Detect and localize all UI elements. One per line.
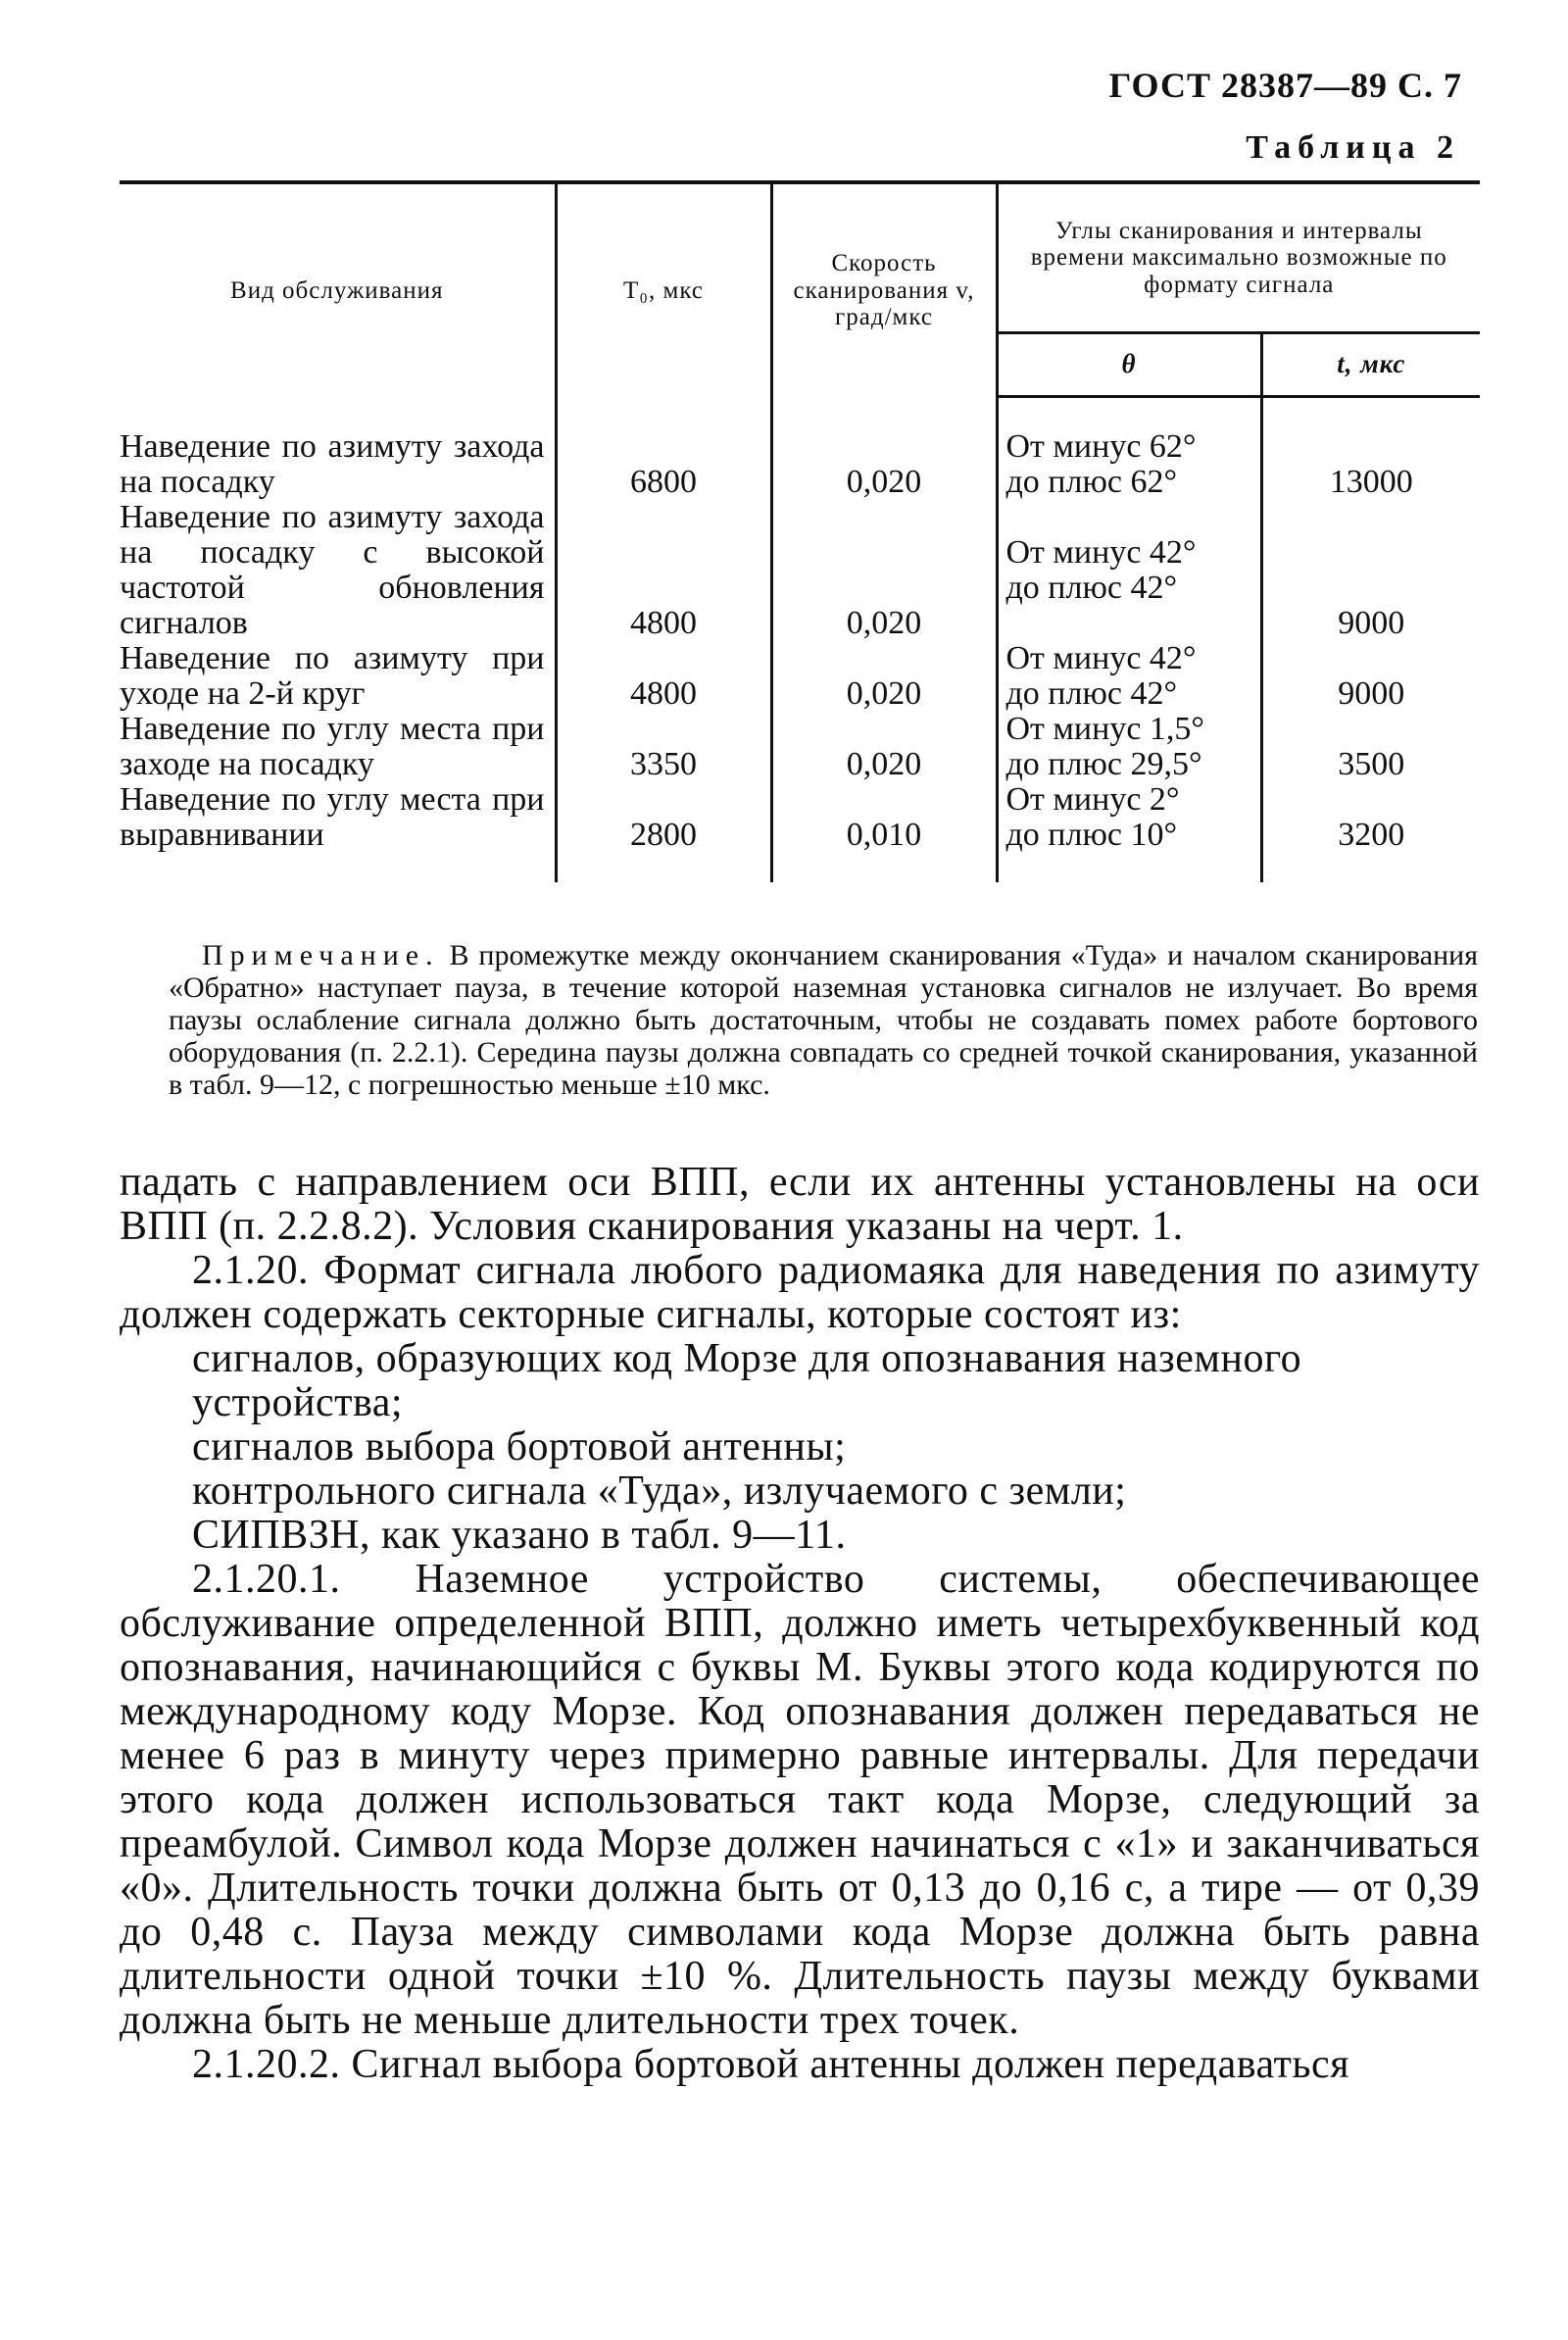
col-header-scan-group: Углы сканирования и интервалы времени максимально возможные по формату сигнала [997,182,1480,333]
note-paragraph [169,939,1478,1101]
scanning-table [120,180,1480,882]
table-row [120,397,1480,501]
cell-t0: 3350 [556,712,771,782]
table-row [120,712,1480,782]
cell-t: 9000 [1338,605,1405,641]
theta-to: до плюс 10° [1005,817,1178,853]
cell-service: Наведение по азимуту захода на посадку [120,397,556,501]
theta-to: до плюс 62° [1005,464,1178,500]
cell-speed: 0,010 [771,782,997,882]
table-label: Таблица 2 [1246,129,1460,166]
table-row [120,641,1480,712]
theta-to: до плюс 42° [1005,570,1178,606]
running-title: ГОСТ 28387—89 С. 7 [1108,66,1462,105]
paragraph-continuation: падать с направлением оси ВПП, если их антенны установлены на оси ВПП (п. 2.2.8.2). Условия сканирования указаны на черт. 1. [120,1160,1480,1249]
col-header-theta: θ [997,333,1261,397]
cell-speed: 0,020 [771,500,997,641]
table-note [169,939,1478,1101]
cell-service: Наведение по углу места при заходе на посадку [120,712,556,782]
theta-from: От минус 42° [1005,534,1197,571]
theta-to: до плюс 42° [1005,675,1178,712]
cell-theta [997,641,1261,712]
cell-service: Наведение по азимуту при уходе на 2-й круг [120,641,556,712]
paragraph-2-1-20: 2.1.20. Формат сигнала любого радиомаяка для наведения по азимуту должен содержать секторные сигналы, которые состоят из: [120,1248,1480,1337]
table-row [120,782,1480,882]
list-item: сигналов, образующих код Морзе для опознавания наземного устройства; [192,1336,1302,1425]
cell-theta [997,397,1261,501]
paragraph-2-1-20-1: 2.1.20.1. Наземное устройство системы, обеспечивающее обслуживание определенной ВПП, должно иметь четырехбуквенный код опознавания, начинающийся с буквы М. Буквы этого кода кодируются по международному коду Морзе. Код опознавания должен передаваться не менее 6 раз в минуту через примерно равные интервалы. Для передачи этого кода должен использоваться такт кода Морзе, следующий за преамбулой. Символ кода Морзе должен начинаться с «1» и заканчиваться «0». Длительность точки должна быть от 0,13 до 0,16 с, а тире — от 0,39 до 0,48 с. Пауза между символами кода Морзе должна быть равна длительности одной точки ±10 %. Длительность паузы между буквами должна быть не меньше длительности трех точек. [120,1557,1480,2043]
cell-t0: 2800 [556,782,771,882]
cell-service: Наведение по углу места при выравнивании [120,782,556,882]
theta-from: От минус 62° [1005,428,1197,465]
cell-t: 13000 [1329,464,1413,500]
col-header-t0: T₀, мкс [556,182,771,397]
cell-t0: 4800 [556,500,771,641]
list-item: контрольного сигнала «Туда», излучаемого с земли; [192,1469,1127,1514]
theta-from: От минус 2° [1005,781,1180,818]
col-header-speed: Скорость сканирования v, град/мкс [771,182,997,397]
cell-t0: 6800 [556,397,771,501]
theta-from: От минус 42° [1005,640,1197,676]
paragraph-2-1-20-2: 2.1.20.2. Сигнал выбора бортовой антенны должен передаваться [192,2042,1350,2087]
col-header-service: Вид обслуживания [120,182,556,397]
cell-t0: 4800 [556,641,771,712]
cell-t: 9000 [1338,675,1405,712]
table-header-row [120,182,1480,333]
col-header-t: t, мкс [1261,333,1480,397]
theta-from: От минус 1,5° [1005,711,1205,747]
cell-theta [997,500,1261,641]
cell-service: Наведение по азимуту захода на посадку с высокой частотой обновления сигналов [120,500,556,641]
cell-t: 3200 [1338,817,1405,853]
cell-speed: 0,020 [771,397,997,501]
list-item: СИПВЗН, как указано в табл. 9—11. [192,1513,847,1558]
note-label: Примечание. [202,939,440,971]
table-row [120,500,1480,641]
cell-speed: 0,020 [771,712,997,782]
note-text: В промежутке между окончанием сканирования «Туда» и началом сканирования «Обратно» наступает пауза, в течение которой наземная установка сигналов не излучает. Во время паузы ослабление сигнала должно быть достаточным, чтобы не создавать помех работе бортового оборудования (п. 2.2.1). Середина паузы должна совпадать со средней точкой сканирования, указанной в табл. 9—12, с погрешностью меньше ±10 мкс. [169,939,1479,1101]
body-text [120,1161,1480,2087]
cell-theta [997,712,1261,782]
cell-theta [997,782,1261,882]
list-item: сигналов выбора бортовой антенны; [192,1424,847,1469]
theta-to: до плюс 29,5° [1005,746,1202,782]
cell-t: 3500 [1338,746,1405,782]
cell-speed: 0,020 [771,641,997,712]
